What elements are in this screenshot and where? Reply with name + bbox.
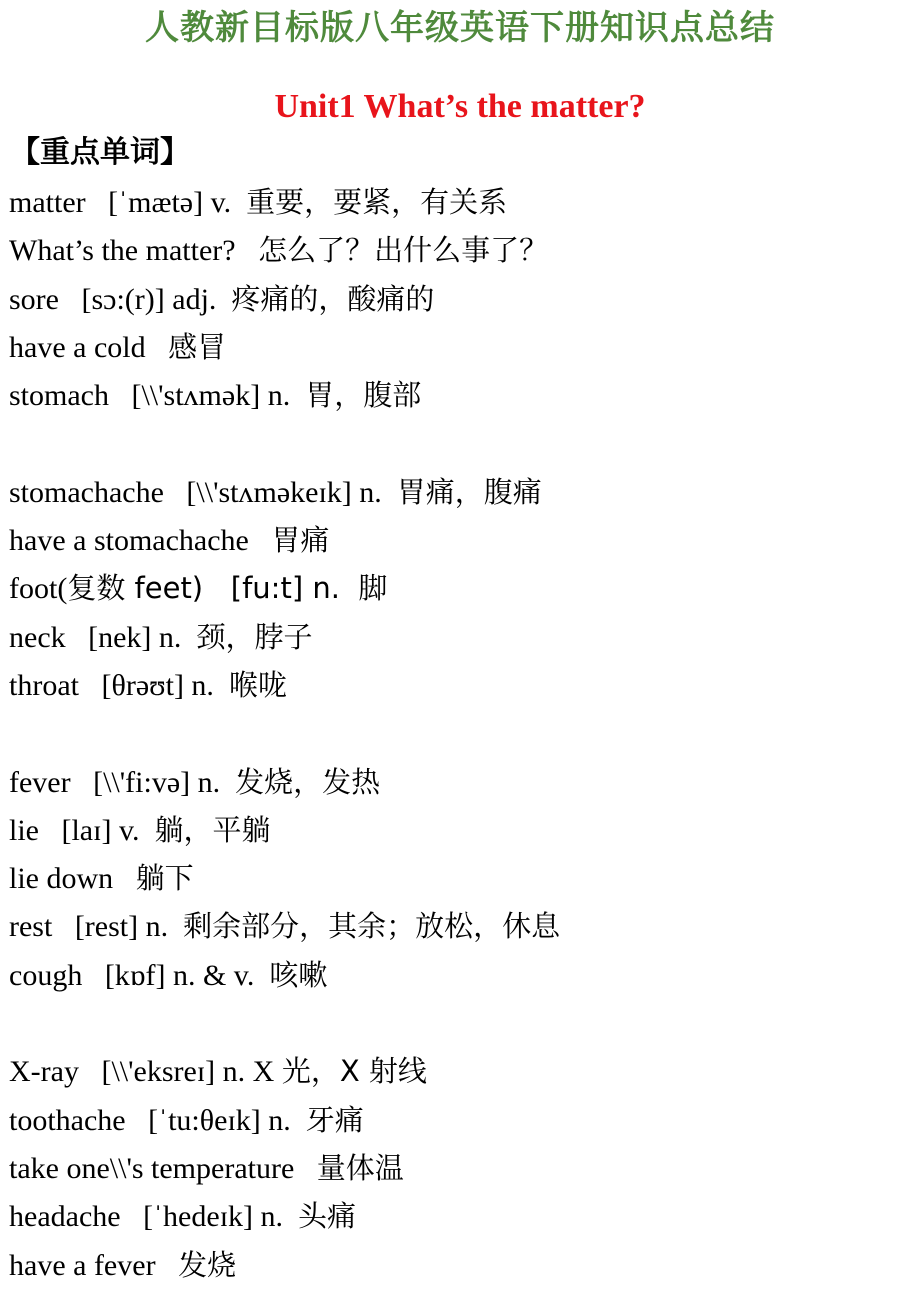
vocab-english: rest [rest] n. (9, 910, 184, 944)
vocab-entry (9, 854, 560, 902)
vocab-entry (9, 564, 560, 612)
vocab-english: lie down (9, 862, 136, 896)
vocab-english: stomach [\\'stʌmək] n. (9, 379, 306, 413)
vocab-chinese: 喉咙 (228, 667, 287, 702)
vocab-english: matter [ˈmætə] v. (9, 186, 247, 219)
vocab-english: neck [nek] n. (9, 620, 197, 654)
vocab-entry (9, 758, 560, 806)
vocab-chinese: 复数 feet) [fu:t] n. 脚 (67, 571, 388, 606)
vocab-english: X-ray [\\'eksreɪ] n. X (9, 1055, 282, 1089)
vocab-entry (9, 323, 560, 371)
vocab-chinese: 颈，脖子 (196, 619, 313, 654)
unit-title: Unit1 What’s the matter? (274, 88, 646, 125)
vocab-english: sore [sɔ:(r)] adj. (9, 282, 232, 316)
vocab-english: foot( (9, 572, 68, 606)
blank-line (9, 419, 560, 467)
vocab-chinese: 牙痛 (305, 1102, 364, 1137)
vocab-entry (9, 1192, 560, 1240)
vocab-chinese: 躺，平躺 (154, 812, 271, 847)
vocab-chinese: 光，X 射线 (281, 1054, 427, 1089)
vocab-english: headache [ˈhedeɪk] n. (9, 1200, 299, 1234)
vocab-chinese: 量体温 (316, 1150, 404, 1185)
vocab-english: have a stomachache (9, 524, 272, 558)
vocab-chinese: 发烧 (178, 1247, 237, 1282)
vocab-chinese: 剩余部分，其余；放松，休息 (183, 909, 561, 944)
vocab-entry (9, 468, 560, 516)
vocab-chinese: 胃痛，腹痛 (396, 474, 542, 509)
vocab-entry (9, 371, 560, 419)
vocab-chinese: 发烧，发热 (235, 764, 381, 799)
vocab-entry (9, 1241, 560, 1289)
vocab-entry (9, 516, 560, 564)
vocab-entry (9, 806, 560, 854)
vocab-entry (9, 951, 560, 999)
vocab-entry (9, 902, 560, 950)
vocab-english: take one\\'s temperature (9, 1151, 317, 1185)
section-heading: 【重点单词】 (10, 135, 190, 170)
vocab-english: fever [\\'fi:və] n. (9, 765, 236, 799)
vocab-english: have a fever (9, 1248, 179, 1282)
vocab-english: lie [laɪ] v. (9, 813, 155, 847)
vocab-english: stomachache [\\'stʌməkeɪk] n. (9, 475, 397, 509)
vocab-entry (9, 1144, 560, 1192)
vocab-chinese: 重要，要紧，有关系 (246, 185, 508, 219)
vocab-english: toothache [ˈtu:θeɪk] n. (9, 1103, 306, 1137)
vocab-english: throat [θrəʊt] n. (9, 668, 229, 702)
vocab-entry (9, 275, 560, 323)
blank-line (9, 709, 560, 757)
vocab-english: cough [kɒf] n. & v. (9, 958, 270, 992)
vocab-chinese: 躺下 (135, 861, 194, 896)
vocab-entry (9, 178, 560, 226)
vocab-chinese: 感冒 (168, 329, 227, 364)
vocabulary-list (9, 178, 560, 1289)
vocab-english: have a cold (9, 330, 169, 364)
vocab-chinese: 胃，腹部 (305, 378, 422, 413)
vocab-chinese: 胃痛 (271, 523, 330, 558)
vocab-chinese: 咳嗽 (269, 957, 328, 992)
vocab-entry (9, 1096, 560, 1144)
blank-line (9, 999, 560, 1047)
vocab-entry (9, 226, 560, 274)
vocab-entry (9, 661, 560, 709)
vocab-chinese: 怎么了？出什么事了？ (258, 233, 549, 268)
vocab-english: What’s the matter? (9, 234, 259, 268)
vocab-chinese: 头痛 (298, 1199, 357, 1234)
vocab-chinese: 疼痛的，酸痛的 (231, 281, 435, 316)
page-title: 人教新目标版八年级英语下册知识点总结 (145, 8, 775, 48)
vocab-entry (9, 1047, 560, 1095)
vocab-entry (9, 613, 560, 661)
